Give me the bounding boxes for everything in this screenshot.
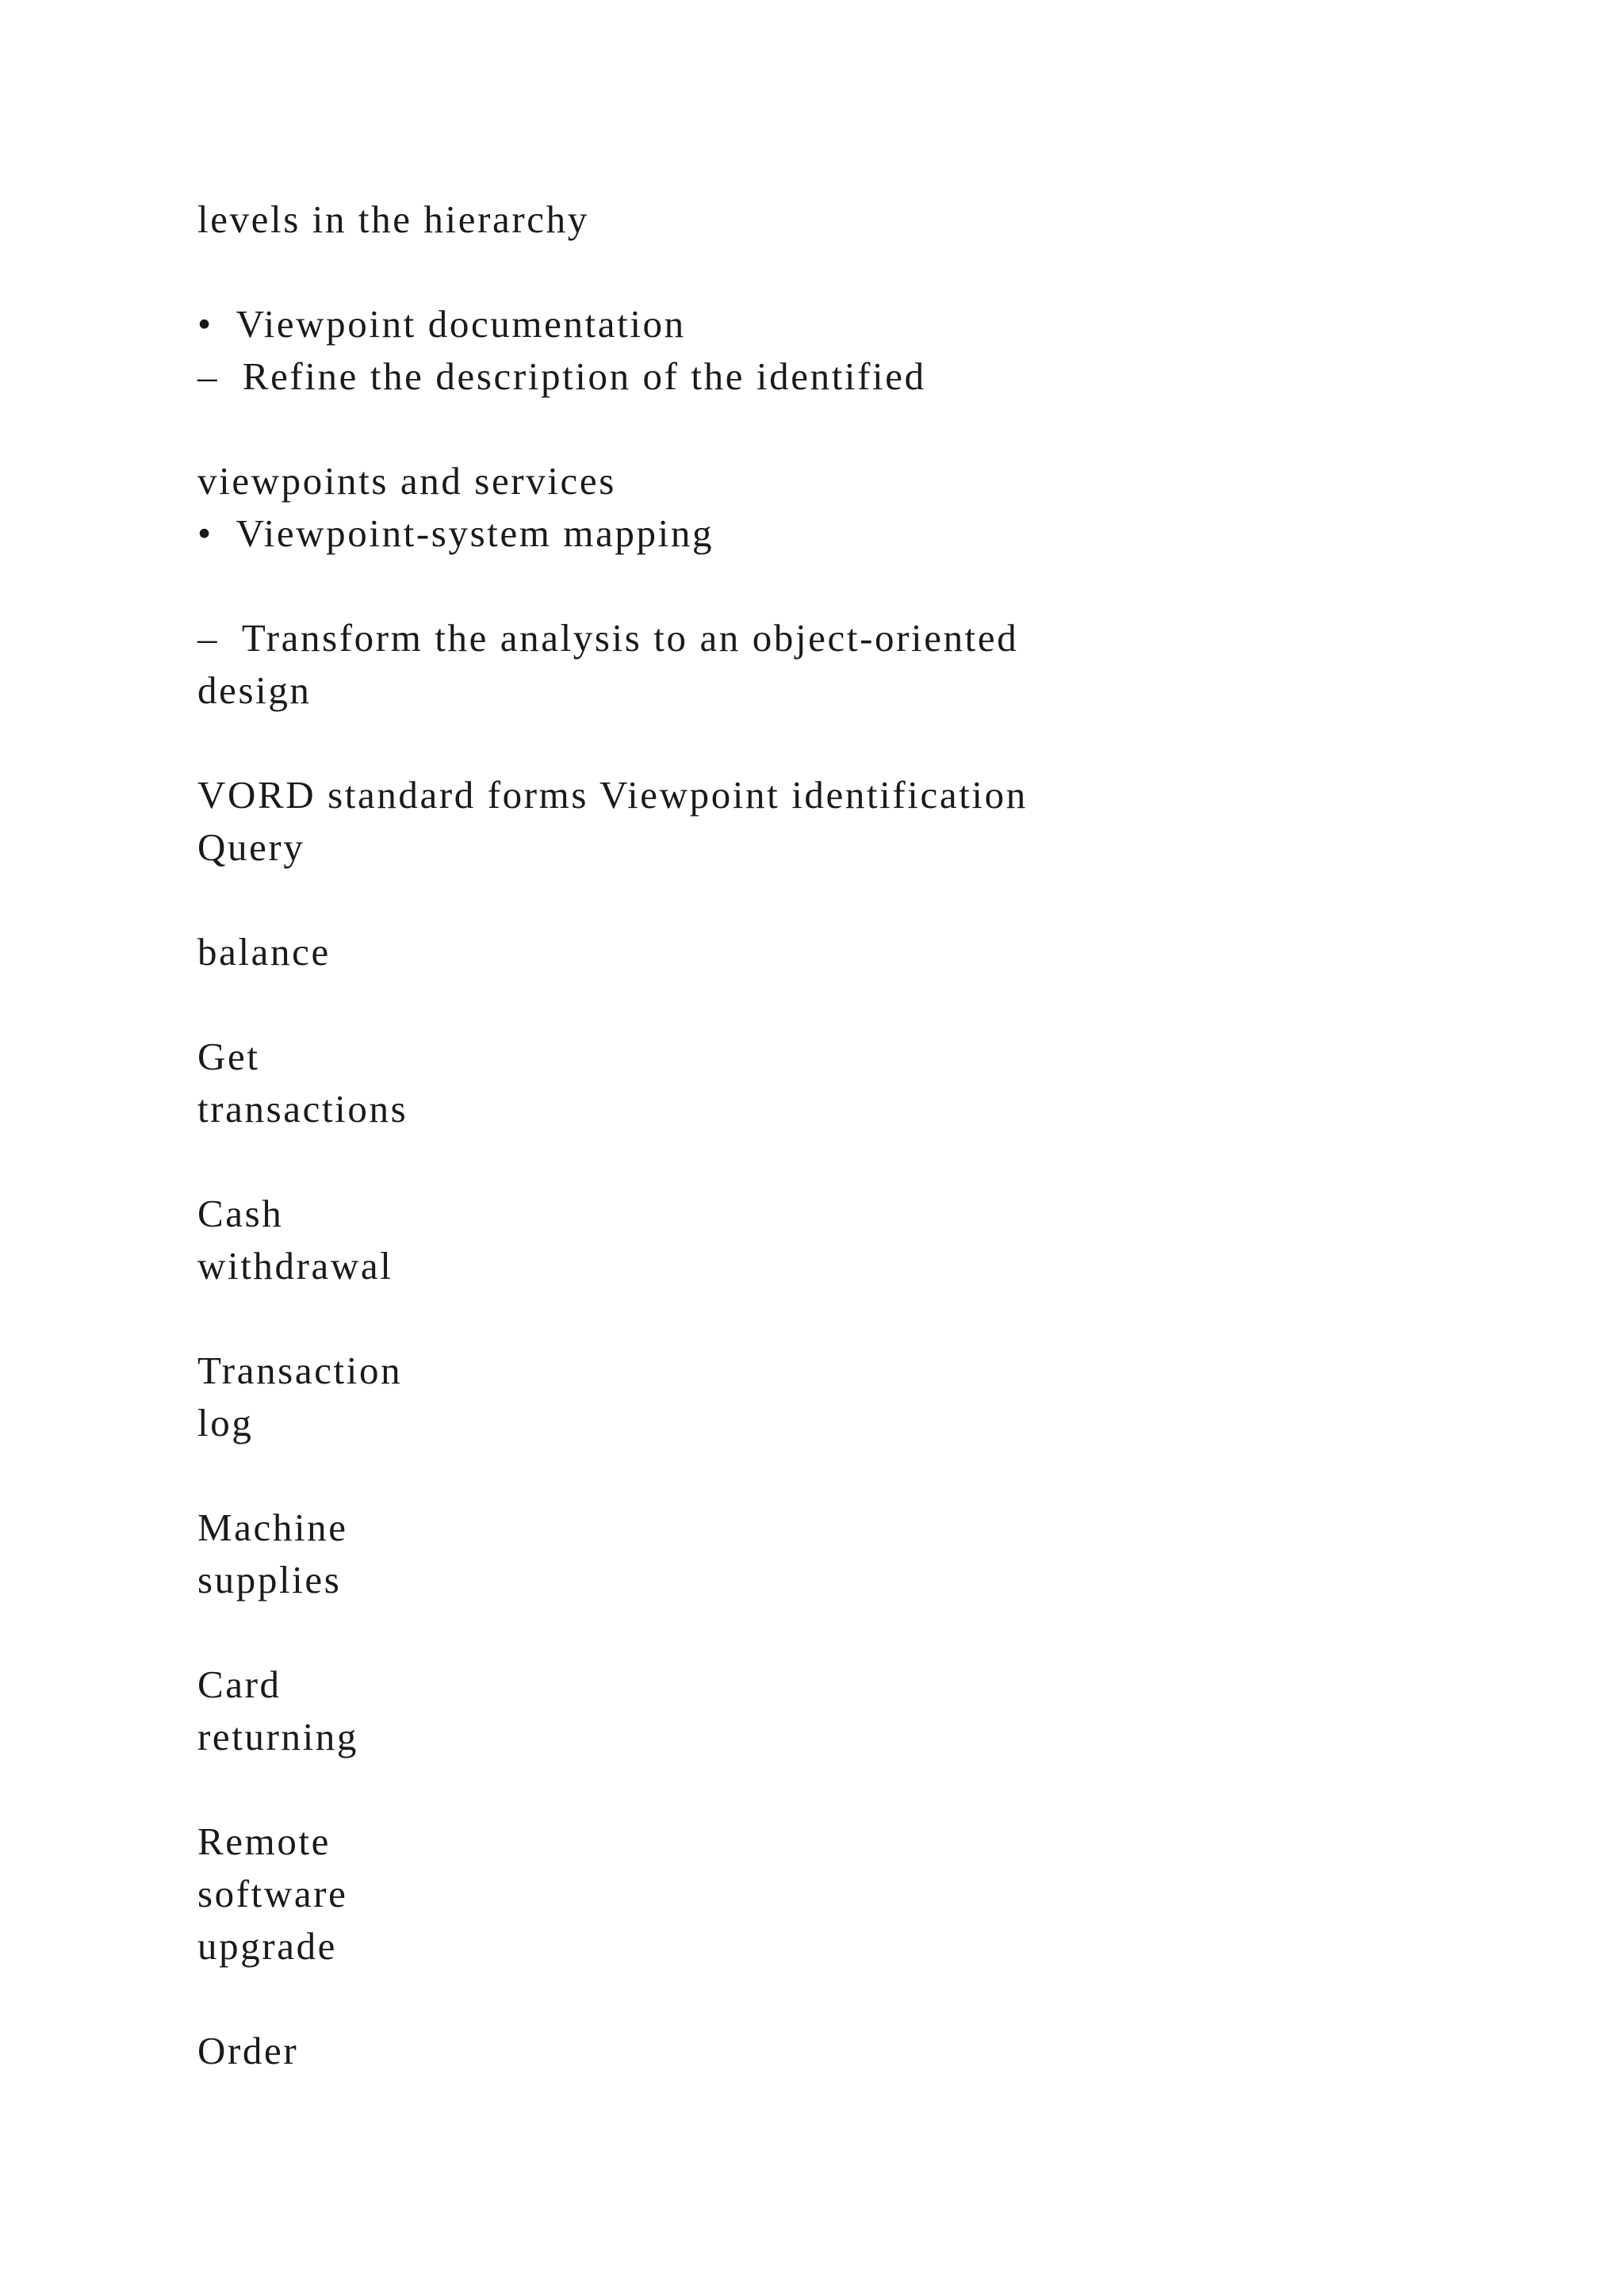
text-line: Query	[197, 825, 305, 869]
text-line: VORD standard forms Viewpoint identification	[197, 773, 1028, 817]
text-line: Machine	[197, 1506, 348, 1549]
blank-line	[197, 1449, 1466, 1502]
bullet-line: • Viewpoint-system mapping	[197, 511, 714, 555]
blank-line	[197, 1292, 1466, 1345]
text-line: log	[197, 1401, 254, 1445]
text-line: Order	[197, 2029, 299, 2072]
blank-line	[197, 1763, 1466, 1816]
blank-line	[197, 403, 1466, 455]
text-line: design	[197, 668, 312, 712]
text-line: Card	[197, 1663, 282, 1706]
blank-line	[197, 717, 1466, 769]
blank-line	[197, 560, 1466, 612]
text-line: balance	[197, 930, 331, 974]
bullet-line: • Viewpoint documentation	[197, 302, 686, 346]
dash-line: – Transform the analysis to an object-oriented	[197, 616, 1019, 660]
document-body	[197, 193, 1466, 2077]
text-line: Cash	[197, 1192, 284, 1235]
text-line: upgrade	[197, 1924, 338, 1968]
blank-line	[197, 1606, 1466, 1659]
text-line: levels in the hierarchy	[197, 197, 589, 241]
blank-line	[197, 978, 1466, 1031]
blank-line	[197, 1135, 1466, 1188]
text-line: software	[197, 1872, 348, 1915]
text-line: Remote	[197, 1820, 331, 1863]
blank-line	[197, 246, 1466, 298]
blank-line	[197, 1973, 1466, 2025]
text-line: returning	[197, 1715, 359, 1758]
text-line: transactions	[197, 1087, 408, 1131]
text-line: viewpoints and services	[197, 459, 616, 503]
dash-line: – Refine the description of the identified	[197, 354, 926, 398]
text-line: supplies	[197, 1558, 342, 1601]
blank-line	[197, 874, 1466, 926]
text-line: withdrawal	[197, 1244, 393, 1288]
text-line: Get	[197, 1035, 260, 1078]
text-line: Transaction	[197, 1349, 403, 1392]
